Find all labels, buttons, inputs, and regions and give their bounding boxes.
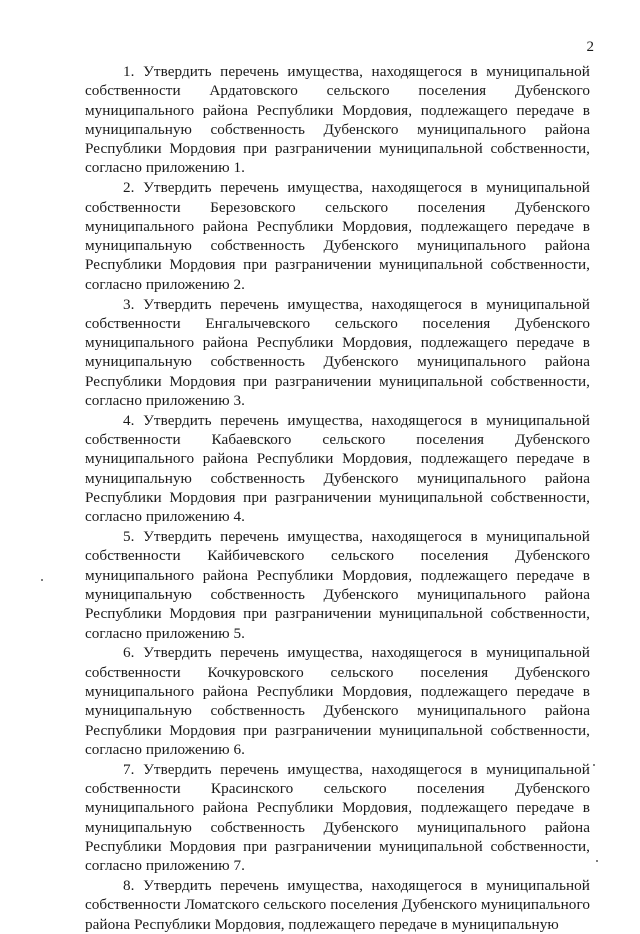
document-body [85,62,590,934]
scan-speck [593,764,595,766]
paragraph-item-5: 5. Утвердить перечень имущества, находящегося в муниципальной собственности Кайбичевского сельского поселения Дубенского муниципального района Республики Мордовия, подлежащего передаче в муниципальную собственность Дубенского муниципального района Республики Мордовия при разграничении муниципальной собственности, согласно приложению 5. [85,528,590,642]
paragraph-item-4: 4. Утвердить перечень имущества, находящегося в муниципальной собственности Кабаевского сельского поселения Дубенского муниципального района Республики Мордовия, подлежащего передаче в муниципальную собственность Дубенского муниципального района Республики Мордовия при разграничении муниципальной собственности, согласно приложению 4. [85,411,590,526]
paragraph-item-2: 2. Утвердить перечень имущества, находящегося в муниципальной собственности Березовского сельского поселения Дубенского муниципального района Республики Мордовия, подлежащего передаче в муниципальную собственность Дубенского муниципального района Республики Мордовия при разграничении муниципальной собственности, согласно приложению 2. [85,179,590,293]
paragraph-item-6: 6. Утвердить перечень имущества, находящегося в муниципальной собственности Кочкуровского сельского поселения Дубенского муниципального района Республики Мордовия, подлежащего передаче в муниципальную собственность Дубенского муниципального района Республики Мордовия при разграничении муниципальной собственности, согласно приложению 6. [85,644,590,758]
scan-speck [41,579,43,581]
paragraph-item-7: 7. Утвердить перечень имущества, находящегося в муниципальной собственности Красинского сельского поселения Дубенского муниципального района Республики Мордовия, подлежащего передаче в муниципальную собственность Дубенского муниципального района Республики Мордовия при разграничении муниципальной собственности, согласно приложению 7. [85,760,590,875]
scan-speck [596,860,598,862]
paragraph-item-1: 1. Утвердить перечень имущества, находящегося в муниципальной собственности Ардатовского сельского поселения Дубенского муниципального района Республики Мордовия, подлежащего передаче в муниципальную собственность Дубенского муниципального района Республики Мордовия при разграничении муниципальной собственности, согласно приложению 1. [85,63,590,177]
page-number: 2 [586,39,594,55]
paragraph-item-8: 8. Утвердить перечень имущества, находящегося в муниципальной собственности Ломатского сельского поселения Дубенского муниципального района Республики Мордовия, подлежащего передаче в муниципальную [85,876,590,933]
paragraph-item-3: 3. Утвердить перечень имущества, находящегося в муниципальной собственности Енгалычевского сельского поселения Дубенского муниципального района Республики Мордовия, подлежащего передаче в муниципальную собственность Дубенского муниципального района Республики Мордовия при разграничении муниципальной собственности, согласно приложению 3. [85,295,590,410]
